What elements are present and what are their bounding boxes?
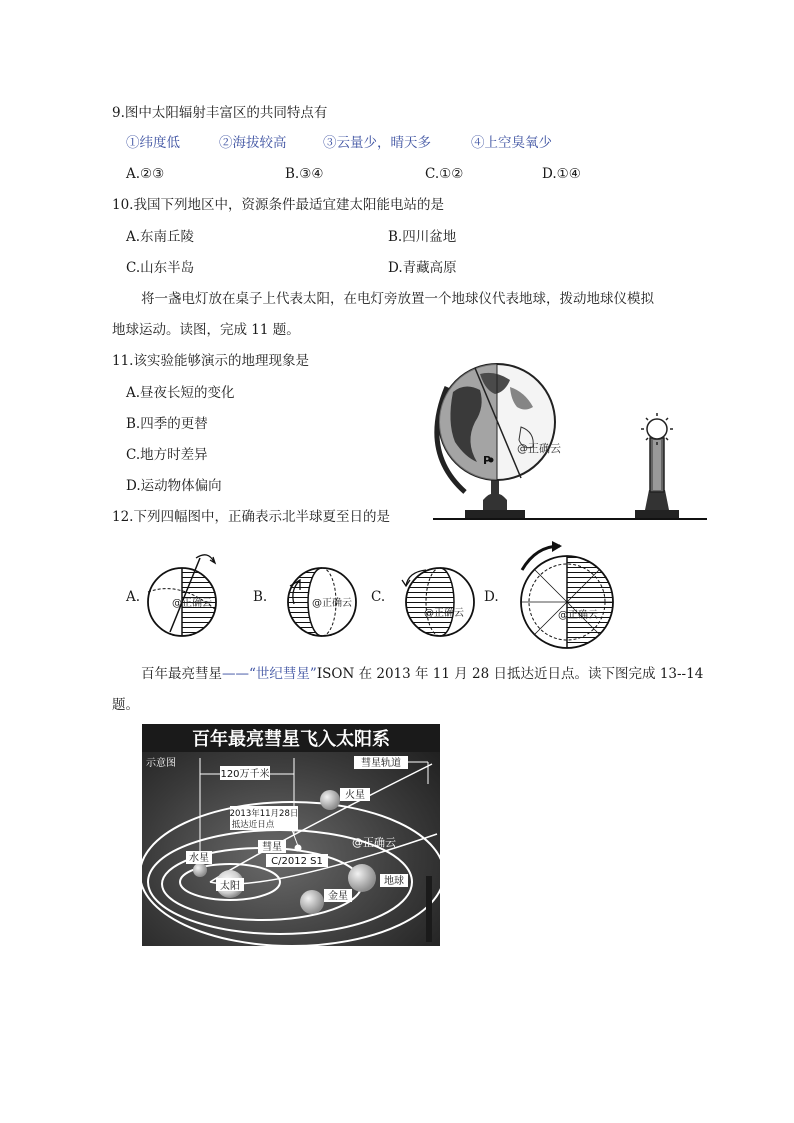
figure-watermark: @正确云 [352,836,396,849]
q9-item-1: ①纬度低 [126,135,180,151]
q11-option-b: B.四季的更替 [126,416,208,432]
comet-body [295,845,302,852]
q9-item-3: ③云量少，晴天多 [323,135,431,151]
mars-body [320,790,340,810]
globe-watermark: @正确云 [517,442,561,455]
lamp [635,413,679,518]
diagram-d [521,541,613,648]
q12-option-b: B. [253,589,268,605]
point-p-label: P [483,454,492,467]
q12-stem: 12.下列四幅图中，正确表示北半球夏至日的是 [112,509,390,525]
intro13-line1 [141,665,703,683]
diagram-b [288,568,356,636]
q10-option-a: A.东南丘陵 [126,229,195,245]
diagram-b-watermark: @正确云 [312,598,352,609]
q9-item-4: ④上空臭氧少 [471,135,552,151]
intro13-line2: 题。 [112,697,139,713]
q12-diagrams [140,540,660,650]
q11-option-d: D.运动物体偏向 [126,478,222,494]
diagram-a-watermark: @正确云 [172,598,212,609]
earth-label: 地球 [384,876,404,887]
q9-option-b: B.③④ [285,166,324,182]
scale-label: 120万千米 [220,769,270,780]
mercury-label: 水星 [189,853,209,864]
diagram-d-watermark: @正确云 [558,610,598,621]
perihelion-date: 2013年11月28日 [229,809,299,819]
q9-option-c: C.①② [425,166,464,182]
diagram-a [148,555,216,636]
venus-body [300,890,324,914]
q12-option-a: A. [126,589,141,605]
intro13-part-c: ISON 在 2013 年 11 月 28 日抵达近日点。读下图完成 13--14 [316,666,704,682]
diagram-c-watermark: @正确云 [424,608,464,619]
intro13-part-a: 百年最亮彗星 [141,666,222,682]
intro11-line2: 地球运动。读图，完成 11 题。 [112,322,300,338]
figure-title: 百年最亮彗星飞入太阳系 [192,729,390,750]
q9-stem: 9.图中太阳辐射丰富区的共同特点有 [112,105,328,121]
q9-item-2: ②海拔较高 [219,135,287,151]
globe [439,364,555,480]
q12-option-d: D. [484,589,499,605]
mars-label: 火星 [345,790,365,801]
q10-option-c: C.山东半岛 [126,260,195,276]
comet-orbit-label: 彗星轨道 [361,758,401,769]
figure-subtitle: 示意图 [146,758,176,769]
q11-option-a: A.昼夜长短的变化 [126,385,235,401]
comet-label: 彗星 [262,842,282,853]
q10-stem: 10.我国下列地区中，资源条件最适宜建太阳能电站的是 [112,197,444,213]
venus-label: 金星 [328,891,348,902]
q9-option-a: A.②③ [126,166,165,182]
q10-option-b: B.四川盆地 [388,229,457,245]
mercury-body [193,863,207,877]
sun-label: 太阳 [220,881,240,892]
comet-code: C/2012 S1 [271,856,323,867]
perihelion-text: 抵达近日点 [231,820,275,830]
diagram-c [402,568,474,636]
q11-stem: 11.该实验能够演示的地理现象是 [112,353,309,369]
earth-body [348,864,376,892]
q11-option-c: C.地方时差异 [126,447,208,463]
intro11-line1: 将一盏电灯放在桌子上代表太阳，在电灯旁放置一个地球仪代表地球，拨动地球仪模拟 [141,291,654,307]
intro13-part-b: ——“世纪彗星” [222,666,317,682]
q9-option-d: D.①④ [542,166,581,182]
globe-lamp-figure [425,352,715,528]
q10-option-d: D.青藏高原 [388,260,457,276]
globe-stand [465,480,525,518]
q12-option-c: C. [371,589,386,605]
comet-figure [142,724,440,946]
figure-edge-shadow [426,876,432,942]
